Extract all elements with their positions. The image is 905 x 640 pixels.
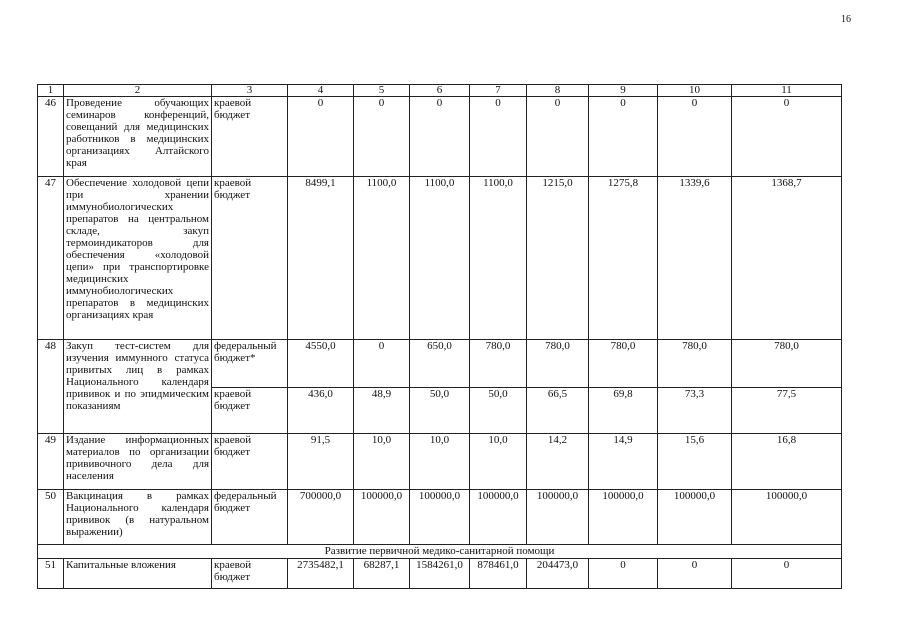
value-cell: 77,5	[732, 388, 842, 434]
value-cell: 16,8	[732, 434, 842, 490]
table-row	[38, 559, 842, 589]
value-cell: 0	[732, 559, 842, 589]
value-cell: 1100,0	[470, 177, 527, 340]
table-row	[38, 434, 842, 490]
value-cell: 100000,0	[410, 490, 470, 545]
row-description: Обеспечение холодовой цепи при хранении иммунобиологических препаратов на центральном складе, закуп термоиндикаторов для обеспечения «холодовой цепи» при транспортировке медицинских иммунобиологических препаратов в медицинских организациях края	[64, 177, 212, 340]
value-cell: 8499,1	[288, 177, 354, 340]
value-cell: 700000,0	[288, 490, 354, 545]
col-header: 5	[354, 85, 410, 97]
col-header: 10	[658, 85, 732, 97]
value-cell: 1584261,0	[410, 559, 470, 589]
value-cell: 0	[732, 97, 842, 177]
value-cell: 780,0	[732, 340, 842, 388]
value-cell: 436,0	[288, 388, 354, 434]
value-cell: 91,5	[288, 434, 354, 490]
value-cell: 100000,0	[658, 490, 732, 545]
funding-source: краевой бюджет	[212, 97, 288, 177]
value-cell: 0	[470, 97, 527, 177]
value-cell: 1275,8	[589, 177, 658, 340]
row-description: Издание информационных материалов по организации прививочного дела для населения	[64, 434, 212, 490]
row-number: 47	[38, 177, 64, 340]
value-cell: 14,2	[527, 434, 589, 490]
value-cell: 68287,1	[354, 559, 410, 589]
value-cell: 0	[354, 97, 410, 177]
value-cell: 0	[658, 559, 732, 589]
value-cell: 100000,0	[354, 490, 410, 545]
section-heading: Развитие первичной медико-санитарной помощи	[38, 545, 842, 559]
col-header: 4	[288, 85, 354, 97]
value-cell: 10,0	[410, 434, 470, 490]
col-header: 8	[527, 85, 589, 97]
row-description: Проведение обучающих семинаров конференций, совещаний для медицинских работников в медицинских организациях Алтайского края	[64, 97, 212, 177]
row-description: Капитальные вложения	[64, 559, 212, 589]
table-row	[38, 340, 842, 388]
value-cell: 204473,0	[527, 559, 589, 589]
value-cell: 100000,0	[527, 490, 589, 545]
value-cell: 878461,0	[470, 559, 527, 589]
value-cell: 50,0	[470, 388, 527, 434]
col-header: 1	[38, 85, 64, 97]
funding-source: краевой бюджет	[212, 559, 288, 589]
value-cell: 0	[527, 97, 589, 177]
value-cell: 69,8	[589, 388, 658, 434]
value-cell: 1215,0	[527, 177, 589, 340]
value-cell: 1368,7	[732, 177, 842, 340]
row-number: 50	[38, 490, 64, 545]
table-row	[38, 177, 842, 340]
page-number: 16	[841, 14, 851, 25]
row-number: 46	[38, 97, 64, 177]
value-cell: 0	[589, 97, 658, 177]
value-cell: 0	[288, 97, 354, 177]
value-cell: 0	[658, 97, 732, 177]
col-header: 11	[732, 85, 842, 97]
value-cell: 10,0	[354, 434, 410, 490]
value-cell: 50,0	[410, 388, 470, 434]
col-header: 7	[470, 85, 527, 97]
value-cell: 780,0	[589, 340, 658, 388]
value-cell: 780,0	[527, 340, 589, 388]
value-cell: 10,0	[470, 434, 527, 490]
row-number: 49	[38, 434, 64, 490]
value-cell: 650,0	[410, 340, 470, 388]
col-header: 6	[410, 85, 470, 97]
row-description: Закуп тест-систем для изучения иммунного статуса привитых лиц в рамках Национального календаря прививок и по эпидмическим показаниям	[64, 340, 212, 434]
value-cell: 1100,0	[410, 177, 470, 340]
row-number: 48	[38, 340, 64, 434]
funding-source: федеральный бюджет*	[212, 340, 288, 388]
value-cell: 0	[354, 340, 410, 388]
value-cell: 14,9	[589, 434, 658, 490]
column-number-row	[38, 85, 842, 97]
value-cell: 780,0	[658, 340, 732, 388]
funding-source: федеральный бюджет	[212, 490, 288, 545]
value-cell: 73,3	[658, 388, 732, 434]
row-number: 51	[38, 559, 64, 589]
value-cell: 66,5	[527, 388, 589, 434]
budget-table	[37, 84, 842, 589]
section-row	[38, 545, 842, 559]
value-cell: 100000,0	[732, 490, 842, 545]
table-row	[38, 97, 842, 177]
col-header: 9	[589, 85, 658, 97]
value-cell: 1100,0	[354, 177, 410, 340]
value-cell: 15,6	[658, 434, 732, 490]
col-header: 2	[64, 85, 212, 97]
value-cell: 2735482,1	[288, 559, 354, 589]
table-row	[38, 490, 842, 545]
funding-source: краевой бюджет	[212, 177, 288, 340]
value-cell: 0	[410, 97, 470, 177]
funding-source: краевой бюджет	[212, 388, 288, 434]
value-cell: 780,0	[470, 340, 527, 388]
funding-source: краевой бюджет	[212, 434, 288, 490]
value-cell: 100000,0	[470, 490, 527, 545]
value-cell: 4550,0	[288, 340, 354, 388]
row-description: Вакцинация в рамках Национального календаря прививок (в натуральном выражении)	[64, 490, 212, 545]
value-cell: 0	[589, 559, 658, 589]
value-cell: 1339,6	[658, 177, 732, 340]
col-header: 3	[212, 85, 288, 97]
value-cell: 100000,0	[589, 490, 658, 545]
value-cell: 48,9	[354, 388, 410, 434]
